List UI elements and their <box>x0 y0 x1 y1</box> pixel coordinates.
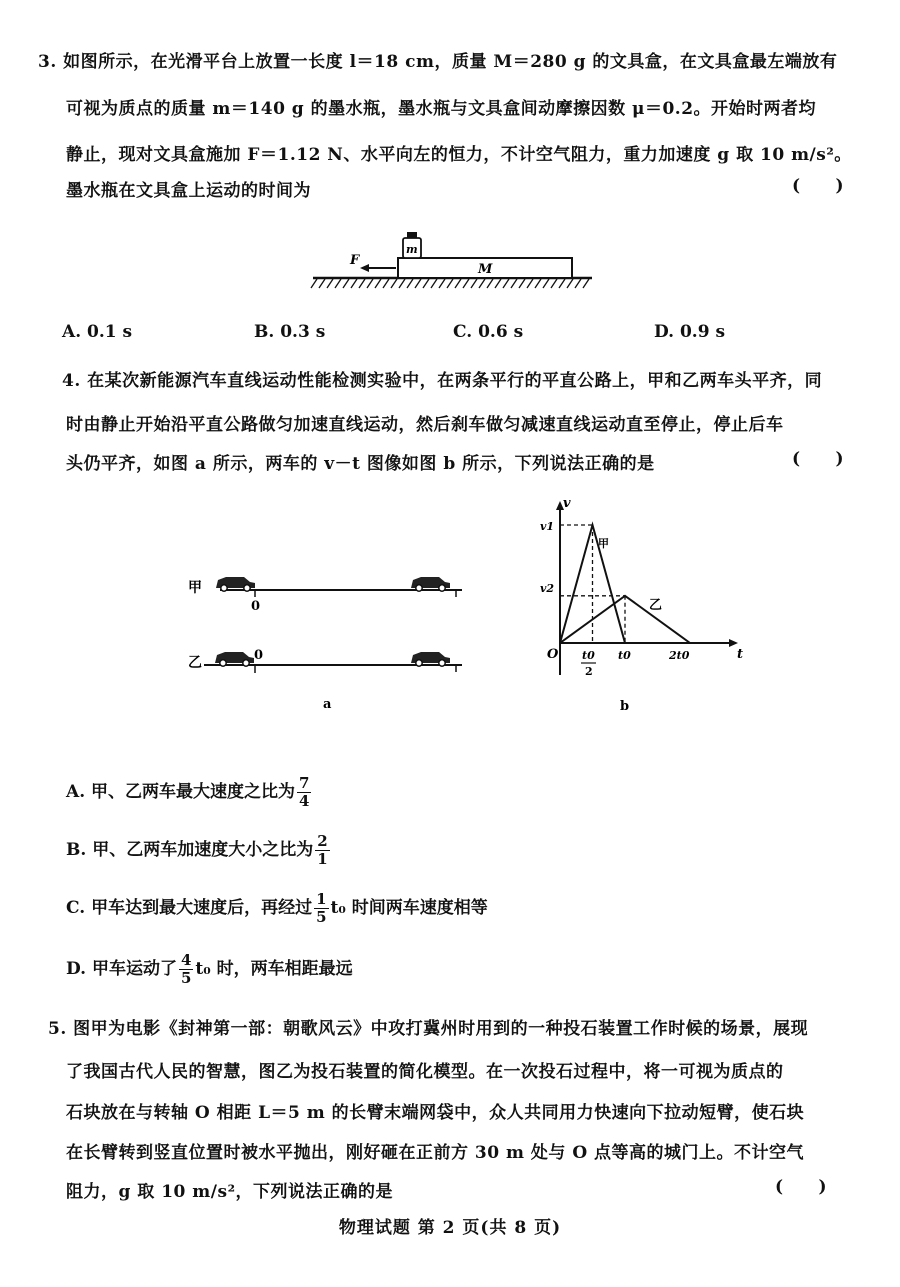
t-half-den-label: 2 <box>585 665 593 678</box>
figure-b-caption: b <box>620 699 630 714</box>
q5-line-2: 了我国古代人民的智慧，图乙为投石装置的简化模型。在一次投石过程中，将一可视为质点的 <box>66 1062 784 1082</box>
q4-figure-b-chart <box>525 495 765 725</box>
q3-option-b: B. 0.3 s <box>254 322 326 342</box>
series-yi-label: 乙 <box>649 598 663 613</box>
v2-tick-label: v2 <box>540 582 555 595</box>
page-footer: 物理试题 第 2 页(共 8 页) <box>338 1218 562 1238</box>
q5-line-1: 5. 图甲为电影《封神第一部：朝歌风云》中攻打冀州时用到的一种投石装置工作时候的场景，展现 <box>48 1019 809 1039</box>
car-yi-label: 乙 <box>188 655 202 671</box>
t-axis-label: t <box>737 647 744 662</box>
pencil-box-label: M <box>478 262 493 277</box>
svg-text:m: m <box>406 243 418 256</box>
q4-figure-a <box>180 565 480 715</box>
q3-line-2: 可视为质点的质量 m＝140 g 的墨水瓶，墨水瓶与文具盒间动摩擦因数 μ＝0.2。开始时两者均 <box>66 99 817 119</box>
q4-option-a: A. 甲、乙两车最大速度之比为 $\frac{7}{4}$ <box>66 774 310 810</box>
origin-yi: 0 <box>254 648 264 663</box>
q3-line-4: 墨水瓶在文具盒上运动的时间为 <box>66 181 311 201</box>
q4-line-1: 4. 在某次新能源汽车直线运动性能检测实验中，在两条平行的平直公路上，甲和乙两车头平齐，同 <box>62 371 823 391</box>
q4-answer-paren: ( ) <box>792 449 844 469</box>
ink-bottle <box>403 232 421 258</box>
q5-answer-paren: ( ) <box>775 1177 827 1197</box>
origin-jia: 0 <box>251 599 261 614</box>
force-arrow-head <box>360 264 369 272</box>
q4-option-d: D. 甲车运动了 $\frac{4}{5}$ t₀ 时，两车相距最远 <box>66 951 353 987</box>
q3-option-a: A. 0.1 s <box>62 322 133 342</box>
q4-option-b: B. 甲、乙两车加速度大小之比为 $\frac{2}{1}$ <box>66 832 328 868</box>
t0-tick-label: t0 <box>618 649 631 662</box>
origin-label: O <box>547 647 559 662</box>
force-label: F <box>350 253 360 268</box>
q3-line-3: 静止，现对文具盒施加 F＝1.12 N、水平向左的恒力，不计空气阻力，重力加速度 g 取 10 m/s²。 <box>66 145 852 165</box>
fraction: $\frac{2}{1}$ <box>317 832 328 868</box>
q3-line-1: 3. 如图所示，在光滑平台上放置一长度 l＝18 cm，质量 M＝280 g 的文具盒，在文具盒最左端放有 <box>38 52 838 72</box>
fraction: $\frac{4}{5}$ <box>180 951 192 987</box>
series-jia-label: 甲 <box>598 537 609 550</box>
q5-line-5: 阻力，g 取 10 m/s²，下列说法正确的是 <box>66 1182 394 1202</box>
t2-tick-label: 2t0 <box>669 649 690 662</box>
t-axis-arrow <box>729 639 738 647</box>
figure-a-caption: a <box>323 697 332 712</box>
v1-tick-label: v1 <box>540 520 555 533</box>
q4-option-c: C. 甲车达到最大速度后，再经过 $\frac{1}{5}$ t₀ 时间两车速度相等 <box>66 890 488 926</box>
q4-line-2: 时由静止开始沿平直公路做匀加速直线运动，然后刹车做匀减速直线运动直至停止，停止后车 <box>66 415 784 435</box>
q4-line-3: 头仍平齐，如图 a 所示，两车的 v－t 图像如图 b 所示，下列说法正确的是 <box>66 454 655 474</box>
q5-line-4: 在长臂转到竖直位置时被水平抛出，刚好砸在正前方 30 m 处与 O 点等高的城门上。不计空气 <box>66 1143 805 1163</box>
fraction: $\frac{1}{5}$ <box>316 890 327 926</box>
ground-hatch <box>311 279 589 288</box>
v-axis-label: v <box>563 496 571 511</box>
car-jia-label: 甲 <box>188 580 202 596</box>
q3-answer-paren: ( ) <box>792 176 844 196</box>
q3-option-c: C. 0.6 s <box>453 322 524 342</box>
t-half-num-label: t0 <box>582 649 595 662</box>
q5-line-3: 石块放在与转轴 O 相距 L＝5 m 的长臂末端网袋中，众人共同用力快速向下拉动短臂，使石块 <box>66 1103 805 1123</box>
q3-option-d: D. 0.9 s <box>654 322 726 342</box>
fraction: $\frac{7}{4}$ <box>299 774 310 810</box>
